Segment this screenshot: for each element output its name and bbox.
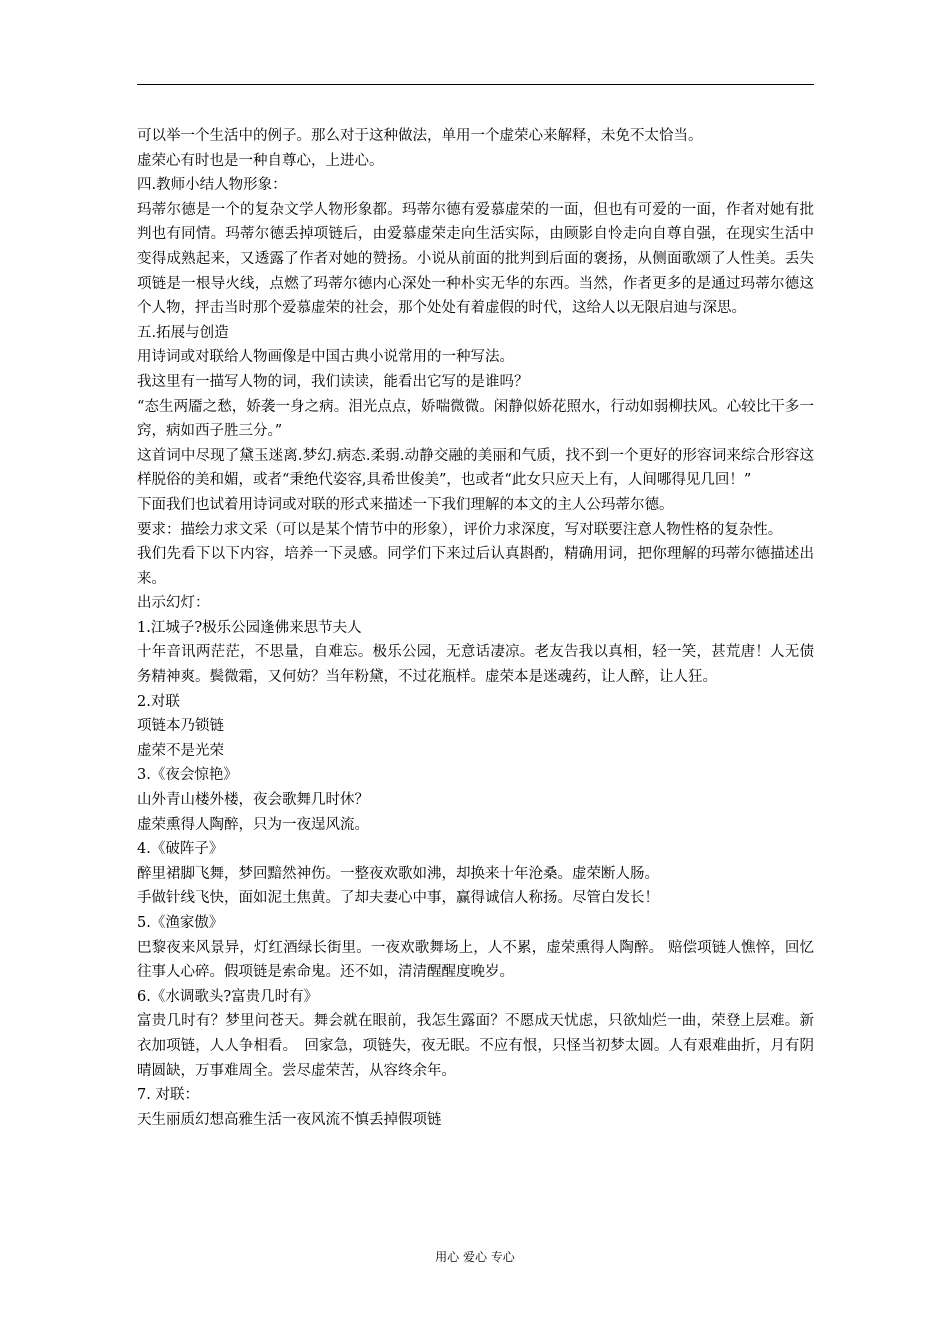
document-body bbox=[137, 124, 814, 1132]
poem-text: 巴黎夜来风景异，灯红酒绿长街里。一夜欢歌舞场上，人不累，虚荣熏得人陶醉。 赔偿项链人憔悴，回忆往事人心碎。假项链是索命鬼。还不如，清清醒醒度晚岁。 bbox=[137, 939, 814, 981]
poem-text: 十年音讯两茫茫，不思量，自难忘。极乐公园，无意话凄凉。老友告我以真相，轻一笑，甚荒唐！人无债务精神爽。鬓微霜，又何妨？当年粉黛，不过花瓶样。虚荣本是迷魂药，让人醉，让人狂。 bbox=[137, 644, 814, 686]
item-title: 2.对联 bbox=[137, 693, 180, 710]
quoted-poem: “态生两靥之愁，娇袭一身之病。泪光点点，娇喘微微。闲静似娇花照水，行动如弱柳扶风。心较比干多一窍，病如西子胜三分。” bbox=[137, 398, 814, 440]
poem-text: 山外青山楼外楼，夜会歌舞几时休？ bbox=[137, 792, 369, 809]
section-heading: 四.教师小结人物形象： bbox=[137, 177, 287, 194]
item-title: 7. 对联： bbox=[137, 1087, 199, 1104]
poem-text: 醉里裙脚飞舞，梦回黯然神伤。一整夜欢歌如沸，却换来十年沧桑。虚荣断人肠。 bbox=[137, 865, 659, 882]
poem-text: 富贵几时有？梦里问苍天。舞会就在眼前，我怎生露面？不愿成天忧虑，只欲灿烂一曲，荣登上层难。新衣加项链，人人争相看。 回家急，项链失，夜无眠。不应有恨，只怪当初梦太圆。人有艰难曲折，月有阴晴圆缺，万事难周全。尝尽虚荣苦，从容终余年。 bbox=[137, 1013, 814, 1079]
poem-text: 手做针线飞快，面如泥土焦黄。了却夫妻心中事，赢得诚信人称扬。尽管白发长！ bbox=[137, 890, 659, 907]
couplet-line: 天生丽质幻想高雅生活一夜风流不慎丢掉假项链 bbox=[137, 1111, 442, 1128]
paragraph: 要求：描绘力求文采（可以是某个情节中的形象），评价力求深度，写对联要注意人物性格的复杂性。 bbox=[137, 521, 783, 538]
poem-text: 虚荣熏得人陶醉，只为一夜逞风流。 bbox=[137, 816, 369, 833]
paragraph: 这首词中尽现了黛玉迷离.梦幻.病态.柔弱.动静交融的美丽和气质，找不到一个更好的形容词来综合形容这样脱俗的美和媚，或者“秉绝代姿容,具希世俊美”，也或者“此女只应天上有，人间哪得见几回！” bbox=[137, 447, 814, 489]
item-title: 6.《水调歌头?富贵几时有》 bbox=[137, 988, 319, 1005]
paragraph: 我们先看下以下内容，培养一下灵感。同学们下来过后认真斟酌，精确用词，把你理解的玛蒂尔德描述出来。 bbox=[137, 546, 814, 587]
paragraph: 我这里有一描写人物的词，我们读读，能看出它写的是谁吗？ bbox=[137, 373, 529, 390]
item-title: 4.《破阵子》 bbox=[137, 841, 224, 858]
page-footer: 用心 爱心 专心 bbox=[435, 1250, 515, 1264]
paragraph: 可以举一个生活中的例子。那么对于这种做法，单用一个虚荣心来解释，未免不太恰当。 bbox=[137, 128, 703, 144]
item-title: 1.江城子?极乐公园逢佛来思节夫人 bbox=[137, 619, 362, 636]
couplet-line: 虚荣不是光荣 bbox=[137, 742, 224, 759]
paragraph: 用诗词或对联给人物画像是中国古典小说常用的一种写法。 bbox=[137, 349, 514, 366]
section-heading: 五.拓展与创造 bbox=[137, 324, 229, 341]
paragraph: 出示幻灯： bbox=[137, 595, 210, 612]
couplet-line: 项链本乃锁链 bbox=[137, 718, 224, 735]
item-title: 5.《渔家傲》 bbox=[137, 915, 224, 931]
paragraph: 下面我们也试着用诗词或对联的形式来描述一下我们理解的本文的主人公玛蒂尔德。 bbox=[137, 496, 674, 513]
paragraph: 玛蒂尔德是一个的复杂文学人物形象都。玛蒂尔德有爱慕虚荣的一面，但也有可爱的一面，作者对她有批判也有同情。玛蒂尔德丢掉项链后，由爱慕虚荣走向生活实际，由顾影自怜走向自尊自强，在现实生活中变得成熟起来，又透露了作者对她的赞扬。小说从前面的批判到后面的褒扬，从侧面歌颂了人性美。丢失项链是一根导火线，点燃了玛蒂尔德内心深处一种朴实无华的东西。当然，作者更多的是通过玛蒂尔德这个人物，抨击当时那个爱慕虚荣的社会，那个处处有着虚假的时代，这给人以无限启迪与深思。 bbox=[137, 201, 814, 317]
header-rule bbox=[137, 84, 814, 85]
item-title: 3.《夜会惊艳》 bbox=[137, 767, 238, 784]
paragraph: 虚荣心有时也是一种自尊心，上进心。 bbox=[137, 152, 384, 169]
